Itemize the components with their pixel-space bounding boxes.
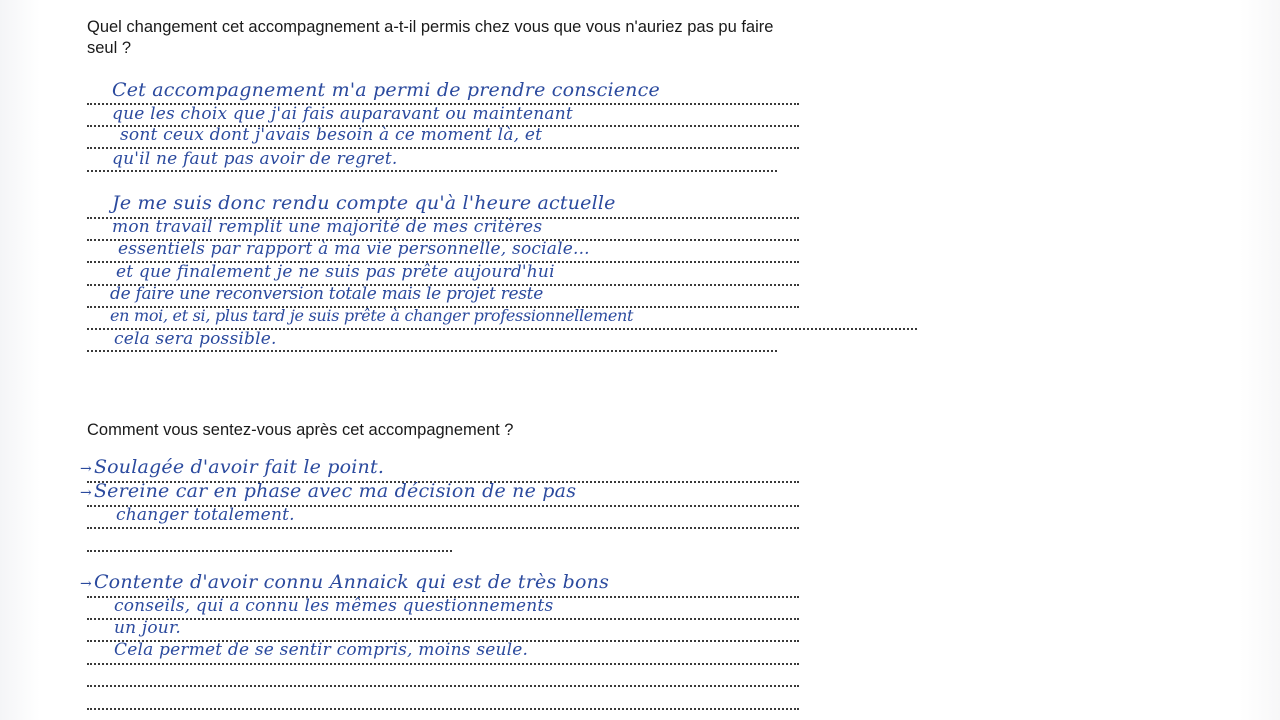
answer-2-handwriting-1 (80, 457, 384, 479)
answer-2-line-9 (87, 665, 799, 687)
answer-1-handwriting-10: en moi, et si, plus tard je suis prête à changer professionnellement (110, 306, 634, 325)
answer-1-handwriting-4: qu'il ne faut pas avoir de regret. (112, 149, 398, 169)
answer-2-handwriting-8: Cela permet de se sentir compris, moins seule. (114, 640, 529, 660)
answer-2-line-4 (87, 530, 452, 552)
answer-1-handwriting-7: essentiels par rapport à ma vie personnelle, sociale... (118, 239, 590, 259)
answer-1-handwriting-5: Je me suis donc rendu compte qu'à l'heure actuelle (112, 192, 616, 214)
answer-2-line-7 (87, 620, 799, 642)
answer-2-handwriting-1-text: Soulagée d'avoir fait le point. (93, 456, 385, 478)
arrow-bullet-icon: → (80, 576, 92, 592)
arrow-bullet-icon: → (80, 485, 92, 501)
answer-2-handwriting-2 (80, 481, 576, 503)
arrow-bullet-icon: → (80, 461, 92, 477)
answer-1-handwriting-6: mon travail remplit une majorité de mes critères (112, 217, 543, 237)
answer-1-handwriting-9: de faire une reconversion totale mais le projet reste (110, 284, 543, 304)
answer-1-handwriting-2: que les choix que j'ai fais auparavant ou maintenant (112, 104, 573, 124)
answer-2-handwriting-7: un jour. (114, 618, 182, 638)
answer-1-handwriting-8: et que finalement je ne suis pas prête aujourd'hui (116, 262, 555, 282)
answer-2-handwriting-2-text: Sereine car en phase avec ma décision de ne pas (93, 480, 577, 502)
question-2-text: Comment vous sentez-vous après cet accompagnement ? (87, 421, 514, 439)
answer-2-handwriting-6: conseils, qui a connu les mêmes questionnements (114, 596, 554, 616)
answer-2-line-10 (87, 688, 799, 710)
answer-2-handwriting-3: changer totalement. (116, 505, 295, 525)
answer-1-handwriting-11: cela sera possible. (114, 329, 277, 349)
question-1-text: Quel changement cet accompagnement a-t-il permis chez vous que vous n'auriez pas pu faire seul ? (87, 18, 774, 57)
answer-1-handwriting-1: Cet accompagnement m'a permi de prendre conscience (112, 79, 660, 101)
answer-1-handwriting-3: sont ceux dont j'avais besoin à ce moment là, et (120, 125, 543, 145)
answer-2-handwriting-5-text: Contente d'avoir connu Annaick qui est de très bons (93, 571, 610, 593)
answer-2-handwriting-5 (80, 572, 609, 594)
